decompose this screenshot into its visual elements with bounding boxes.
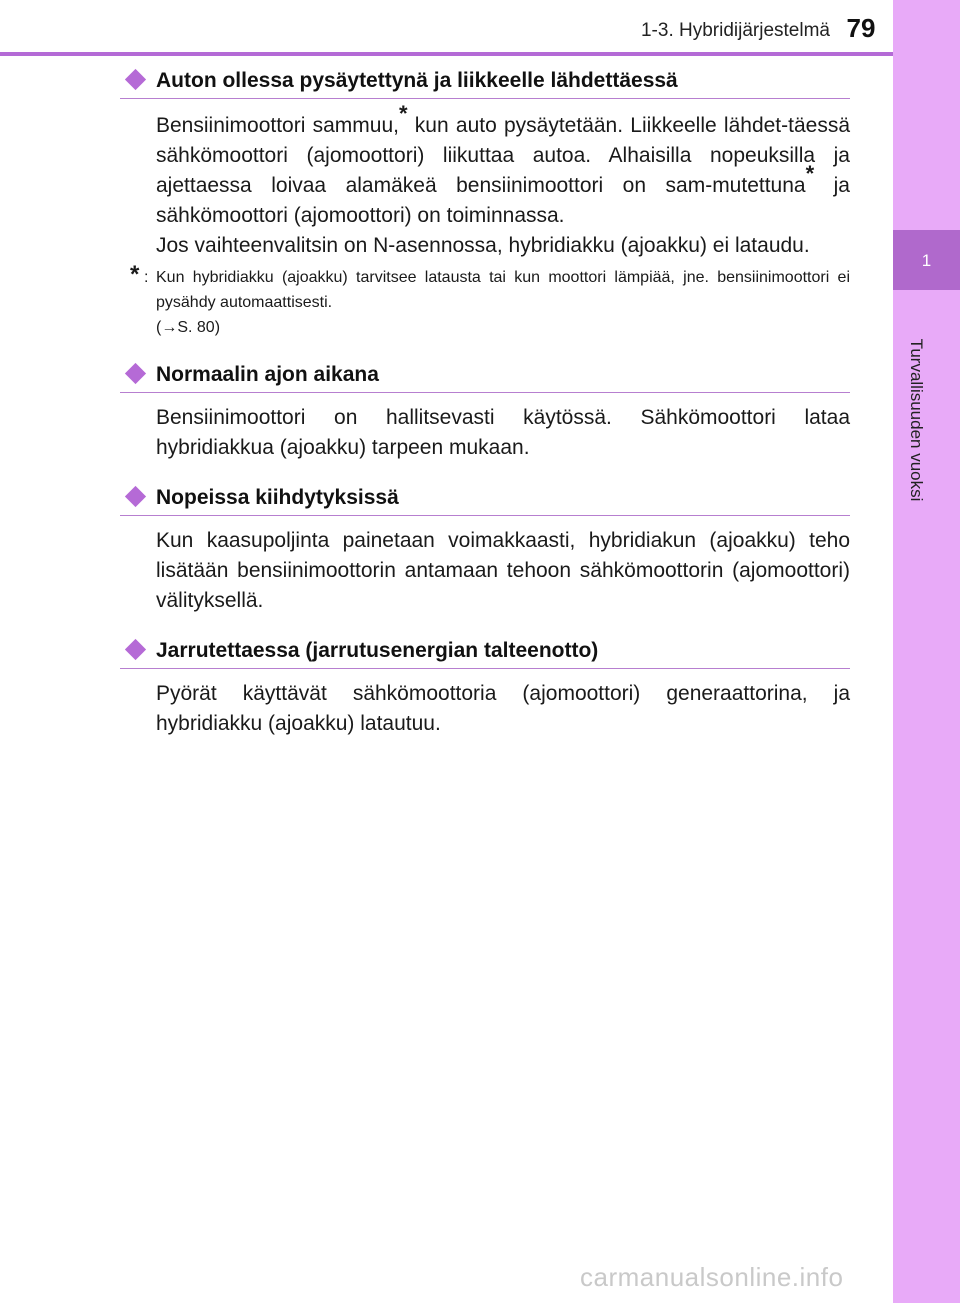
section-normal-driving — [120, 358, 850, 463]
text-run: Bensiinimoottori sammuu, — [156, 114, 399, 137]
paragraph: Bensiinimoottori on hallitsevasti käytössä. Sähkömoottori lataa hybridiakkua (ajoakku) tarpeen mukaan. — [156, 406, 850, 459]
section-title: 1-3. Hybridijärjestelmä — [640, 20, 830, 41]
section-heading — [120, 634, 850, 669]
paragraph: Kun kaasupoljinta painetaan voimakkaasti, hybridiakun (ajoakku) teho lisätään bensiinimoottorin antamaan tehoon sähkömoottorin (ajomoottori) välityksellä. — [156, 529, 850, 612]
chapter-label-wrap — [900, 320, 926, 520]
diamond-icon — [125, 486, 146, 507]
asterisk-mark: * — [399, 101, 408, 126]
diamond-icon — [125, 639, 146, 660]
text-run: ja sähkömoottori (ajomoottori) on toiminnassa. — [156, 174, 850, 227]
section-body — [120, 679, 850, 739]
page-content — [120, 64, 850, 757]
heading-text: Jarrutettaessa (jarrutusenergian talteenotto) — [156, 639, 599, 662]
footnote-page-link[interactable]: (→S. 80) — [156, 319, 221, 336]
section-stopped — [120, 64, 850, 340]
asterisk-mark: * — [805, 161, 815, 186]
header-rule — [0, 52, 893, 56]
section-body — [120, 403, 850, 463]
diamond-icon — [125, 363, 146, 384]
heading-text: Normaalin ajon aikana — [156, 363, 379, 386]
footnote-colon: : — [144, 269, 149, 286]
section-acceleration — [120, 481, 850, 616]
section-heading — [120, 64, 850, 99]
chapter-number: 1 — [921, 251, 932, 270]
section-body — [120, 526, 850, 616]
section-heading — [120, 481, 850, 516]
heading-text: Nopeissa kiihdytyksissä — [156, 486, 399, 509]
paragraph — [156, 101, 850, 231]
diamond-icon — [125, 69, 146, 90]
paragraph: Jos vaihteenvalitsin on N-asennossa, hybridiakku (ajoakku) ei lataudu. — [156, 234, 810, 257]
section-body — [120, 101, 850, 261]
footnote — [120, 261, 850, 340]
section-heading — [120, 358, 850, 393]
chapter-label: Turvallisuuden vuoksi — [907, 338, 926, 502]
paragraph: Pyörät käyttävät sähkömoottoria (ajomoottori) generaattorina, ja hybridiakku (ajoakku) latautuu. — [156, 682, 850, 735]
side-tab — [893, 0, 960, 1303]
footnote-mark: * — [130, 261, 140, 288]
section-braking — [120, 634, 850, 739]
watermark: carmanualsonline.info — [580, 1262, 844, 1292]
footnote-text: Kun hybridiakku (ajoakku) tarvitsee latausta tai kun moottori lämpiää, jne. bensiinimoottori ei pysähdy automaattisesti. — [156, 269, 850, 311]
heading-text: Auton ollessa pysäytettynä ja liikkeelle lähdettäessä — [156, 69, 678, 92]
page-number: 79 — [846, 13, 876, 43]
text-run: kun auto pysäytetään. Liikkeelle lähdet-täessä sähkömoottori (ajomoottori) liikuttaa autoa. Alhaisilla nopeuksilla ja ajettaessa loivaa alamäkeä bensiinimoottori on sam-mutettuna — [156, 114, 850, 197]
